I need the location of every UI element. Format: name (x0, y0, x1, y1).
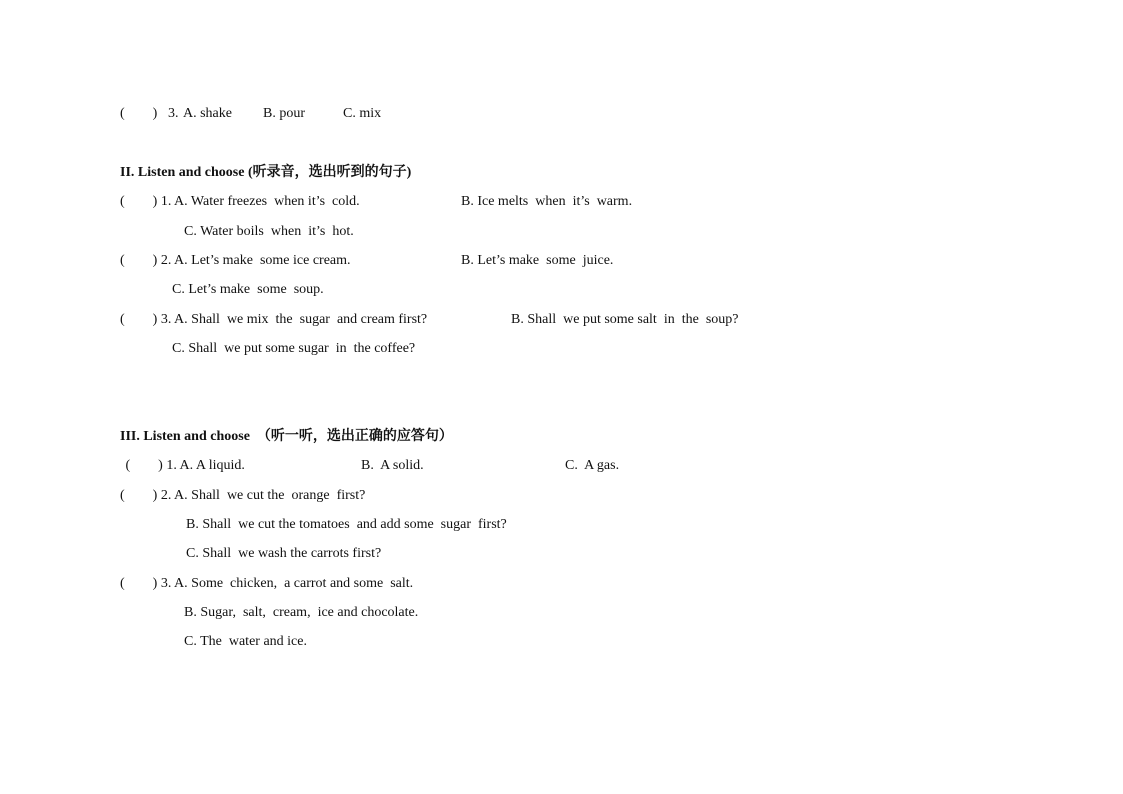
top-q3-paren: ( ) (120, 106, 158, 121)
section2-q3-option-b: B. Shall we put some salt in the soup? (511, 312, 739, 327)
section2-q1-option-c: C. Water boils when it’s hot. (184, 224, 354, 239)
section2-q2-option-b: B. Let’s make some juice. (461, 253, 614, 268)
section2-q3-option-a: ( ) 3. A. Shall we mix the sugar and cream first? (120, 312, 428, 327)
section3-heading: III. Listen and choose （听一听，选出正确的应答句） (120, 429, 453, 444)
section3-q1-option-a: ( ) 1. A. A liquid. (122, 458, 245, 473)
section2-q1-option-a: ( ) 1. A. Water freezes when it’s cold. (120, 194, 360, 209)
section3-q3-option-a: ( ) 3. A. Some chicken, a carrot and some salt. (120, 576, 414, 591)
top-q3-option-c: C. mix (343, 106, 382, 121)
section3-q3-option-b: B. Sugar, salt, cream, ice and chocolate. (184, 605, 419, 620)
section2-heading: II. Listen and choose (听录音，选出听到的句子) (120, 165, 412, 180)
section2-q2-option-a: ( ) 2. A. Let’s make some ice cream. (120, 253, 351, 268)
section3-q3-option-c: C. The water and ice. (184, 634, 307, 649)
section3-q2-option-c: C. Shall we wash the carrots first? (186, 546, 382, 561)
top-q3-option-a: A. shake (183, 106, 232, 121)
top-q3-number: 3. (168, 106, 179, 121)
section3-q2-option-b: B. Shall we cut the tomatoes and add some sugar first? (186, 517, 507, 532)
section3-q2-option-a: ( ) 2. A. Shall we cut the orange first? (120, 488, 366, 503)
section3-q1-option-b: B. A solid. (361, 458, 424, 473)
section2-q1-option-b: B. Ice melts when it’s warm. (461, 194, 633, 209)
section2-q2-option-c: C. Let’s make some soup. (172, 282, 324, 297)
section3-q1-option-c: C. A gas. (565, 458, 620, 473)
top-q3-option-b: B. pour (263, 106, 305, 121)
section2-q3-option-c: C. Shall we put some sugar in the coffee? (172, 341, 416, 356)
